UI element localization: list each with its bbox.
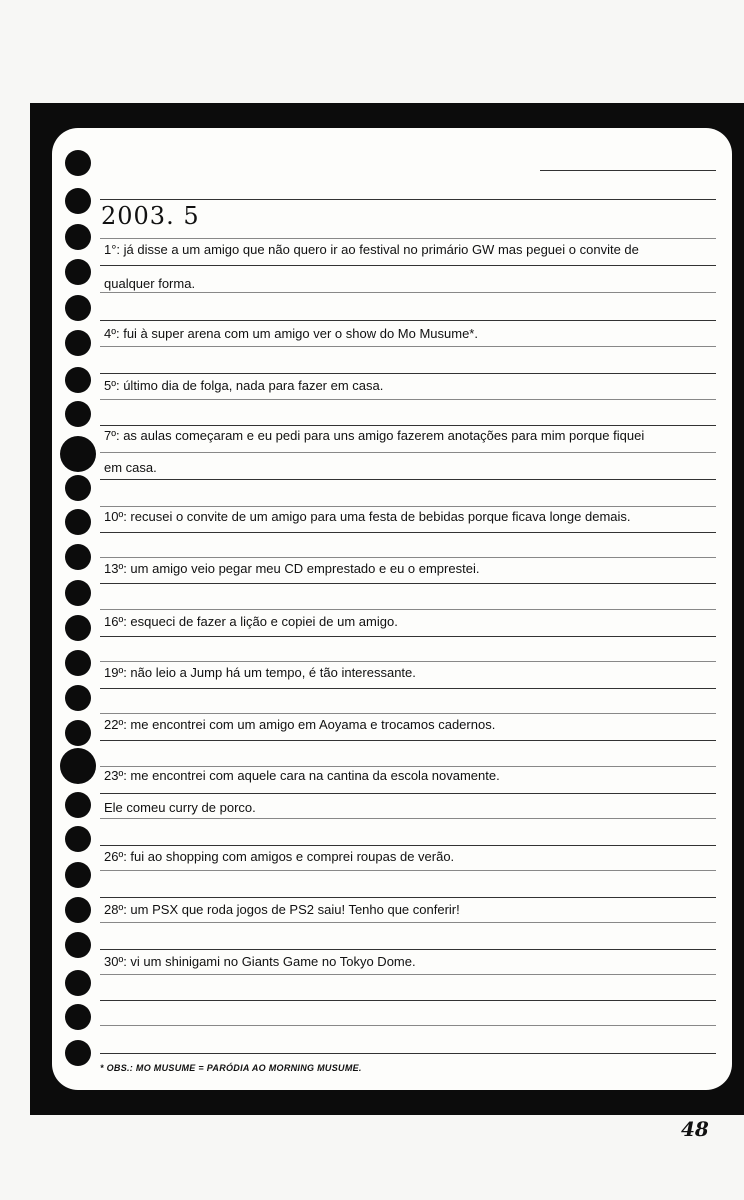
- diary-entry: 16º: esqueci de fazer a lição e copiei de um amigo.: [104, 614, 398, 629]
- binder-hole: [65, 224, 91, 250]
- binder-hole: [65, 650, 91, 676]
- diary-entry: qualquer forma.: [104, 276, 196, 291]
- ruled-line: [100, 532, 716, 533]
- diary-entry: 5º: último dia de folga, nada para fazer em casa.: [104, 378, 384, 393]
- ruled-line: [100, 199, 716, 200]
- ruled-line: [100, 688, 716, 689]
- binder-hole: [65, 295, 91, 321]
- ruled-line: [100, 479, 716, 480]
- page-number: 48: [681, 1117, 709, 1141]
- diary-entry: 19º: não leio a Jump há um tempo, é tão interessante.: [104, 665, 416, 680]
- binder-hole: [65, 475, 91, 501]
- binder-hole: [65, 826, 91, 852]
- ruled-line: [100, 870, 716, 871]
- diary-entry: 23º: me encontrei com aquele cara na cantina da escola novamente.: [104, 768, 500, 783]
- binder-hole: [60, 748, 96, 784]
- ruled-line: [100, 949, 716, 950]
- diary-entry: 4º: fui à super arena com um amigo ver o show do Mo Musume*.: [104, 326, 478, 341]
- ruled-line: [100, 1053, 716, 1054]
- binder-hole: [65, 792, 91, 818]
- diary-entry: 30º: vi um shinigami no Giants Game no Tokyo Dome.: [104, 954, 416, 969]
- ruled-line: [100, 265, 716, 266]
- ruled-line: [100, 292, 716, 293]
- ruled-line: [100, 636, 716, 637]
- ruled-line: [100, 506, 716, 507]
- binder-hole: [65, 720, 91, 746]
- binder-hole: [65, 615, 91, 641]
- diary-entry: 26º: fui ao shopping com amigos e comprei roupas de verão.: [104, 849, 455, 864]
- binder-hole: [60, 436, 96, 472]
- ruled-line: [100, 740, 716, 741]
- ruled-line: [100, 346, 716, 347]
- binder-hole: [65, 932, 91, 958]
- ruled-line: [100, 766, 716, 767]
- ruled-line: [100, 922, 716, 923]
- binder-hole: [65, 150, 91, 176]
- ruled-line: [100, 845, 716, 846]
- binder-hole: [65, 401, 91, 427]
- ruled-line: [100, 818, 716, 819]
- ruled-line: [540, 170, 716, 171]
- binder-hole: [65, 685, 91, 711]
- binder-hole: [65, 330, 91, 356]
- diary-entry: 7º: as aulas começaram e eu pedi para uns amigo fazerem anotações para mim porque fiquei: [104, 428, 645, 443]
- ruled-line: [100, 320, 716, 321]
- binder-hole: [65, 897, 91, 923]
- ruled-line: [100, 609, 716, 610]
- binder-hole: [65, 580, 91, 606]
- binder-hole: [65, 544, 91, 570]
- diary-entry: 22º: me encontrei com um amigo em Aoyama e trocamos cadernos.: [104, 717, 496, 732]
- diary-entry: 28º: um PSX que roda jogos de PS2 saiu! Tenho que conferir!: [104, 902, 460, 917]
- binder-hole: [65, 509, 91, 535]
- diary-entry: Ele comeu curry de porco.: [104, 800, 256, 815]
- ruled-line: [100, 1000, 716, 1001]
- ruled-line: [100, 897, 716, 898]
- ruled-line: [100, 238, 716, 239]
- diary-entry: 10º: recusei o convite de um amigo para uma festa de bebidas porque ficava longe demais.: [104, 509, 631, 524]
- ruled-line: [100, 557, 716, 558]
- ruled-line: [100, 713, 716, 714]
- footnote: * OBS.: MO MUSUME = PARÓDIA AO MORNING MUSUME.: [100, 1063, 362, 1073]
- binder-hole: [65, 188, 91, 214]
- binder-hole: [65, 970, 91, 996]
- date-heading: 2003. 5: [101, 202, 200, 230]
- binder-hole: [65, 367, 91, 393]
- diary-entry: em casa.: [104, 460, 157, 475]
- ruled-line: [100, 793, 716, 794]
- ruled-line: [100, 425, 716, 426]
- ruled-line: [100, 452, 716, 453]
- binder-hole: [65, 1040, 91, 1066]
- binder-hole: [65, 1004, 91, 1030]
- binder-hole: [65, 259, 91, 285]
- diary-entry: 1°: já disse a um amigo que não quero ir ao festival no primário GW mas peguei o convite de: [104, 242, 639, 257]
- ruled-line: [100, 373, 716, 374]
- binder-hole: [65, 862, 91, 888]
- diary-entry: 13º: um amigo veio pegar meu CD emprestado e eu o emprestei.: [104, 561, 480, 576]
- ruled-line: [100, 1025, 716, 1026]
- ruled-line: [100, 974, 716, 975]
- ruled-line: [100, 583, 716, 584]
- ruled-line: [100, 661, 716, 662]
- ruled-line: [100, 399, 716, 400]
